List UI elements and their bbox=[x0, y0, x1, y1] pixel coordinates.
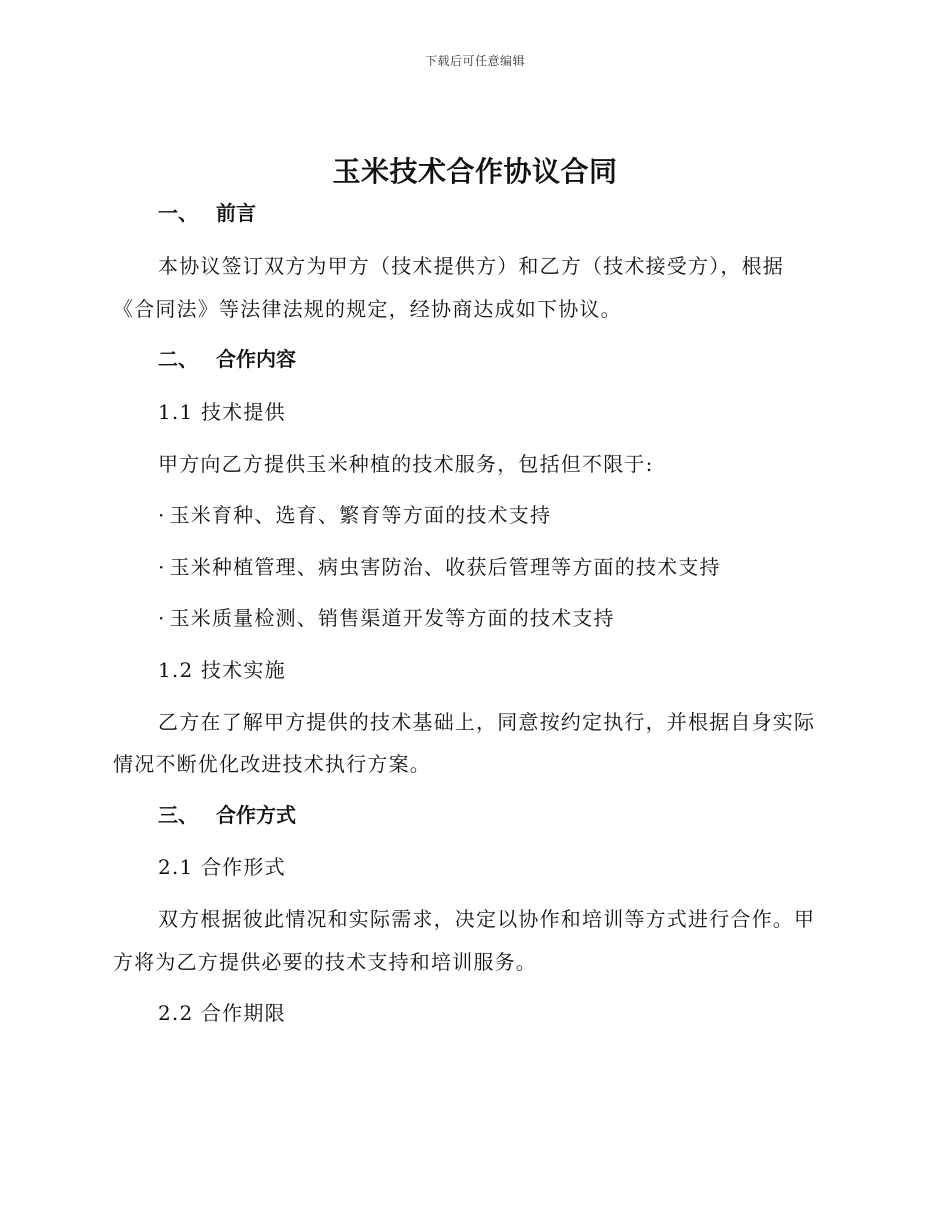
page-header: 下载后可任意编辑 bbox=[424, 54, 525, 68]
subsection-title: 1.1 技术提供 bbox=[158, 400, 286, 424]
paragraph-line: 方将为乙方提供必要的技术支持和培训服务。 bbox=[113, 950, 537, 974]
section-title: 合作内容 bbox=[216, 347, 296, 371]
subsection-title: 2.2 合作期限 bbox=[158, 1001, 286, 1025]
section-number: 二、 bbox=[158, 347, 198, 371]
subsection-title: 2.1 合作形式 bbox=[158, 855, 286, 879]
paragraph-line: 甲方向乙方提供玉米种植的技术服务，包括但不限于: bbox=[158, 452, 654, 476]
bullet-item bbox=[158, 602, 615, 631]
bullet-text: 玉米质量检测、销售渠道开发等方面的技术支持 bbox=[169, 606, 615, 630]
bullet-item bbox=[158, 499, 551, 528]
subsection-title: 1.2 技术实施 bbox=[158, 658, 286, 682]
section-title: 前言 bbox=[216, 201, 256, 225]
bullet-text: 玉米育种、选育、繁育等方面的技术支持 bbox=[169, 503, 552, 527]
bullet-mark: · bbox=[158, 555, 166, 579]
section-title: 合作方式 bbox=[216, 803, 296, 827]
paragraph-line: 乙方在了解甲方提供的技术基础上，同意按约定执行，并根据自身实际 bbox=[158, 710, 816, 734]
bullet-mark: · bbox=[158, 606, 166, 630]
section-number: 三、 bbox=[158, 803, 198, 827]
section-heading-preface bbox=[158, 197, 256, 226]
section-number: 一、 bbox=[158, 201, 198, 225]
section-heading-cooperation-content bbox=[158, 343, 296, 372]
bullet-item bbox=[158, 551, 721, 580]
paragraph-line: 双方根据彼此情况和实际需求，决定以协作和培训等方式进行合作。甲 bbox=[158, 907, 816, 931]
paragraph-line: 《合同法》等法律法规的规定，经协商达成如下协议。 bbox=[113, 297, 622, 321]
document-title: 玉米技术合作协议合同 bbox=[332, 155, 618, 188]
section-heading-cooperation-method bbox=[158, 799, 296, 828]
bullet-text: 玉米种植管理、病虫害防治、收获后管理等方面的技术支持 bbox=[169, 555, 721, 579]
paragraph-line: 情况不断优化改进技术执行方案。 bbox=[113, 752, 431, 776]
paragraph-line: 本协议签订双方为甲方（技术提供方）和乙方（技术接受方），根据 bbox=[158, 254, 784, 278]
bullet-mark: · bbox=[158, 503, 166, 527]
